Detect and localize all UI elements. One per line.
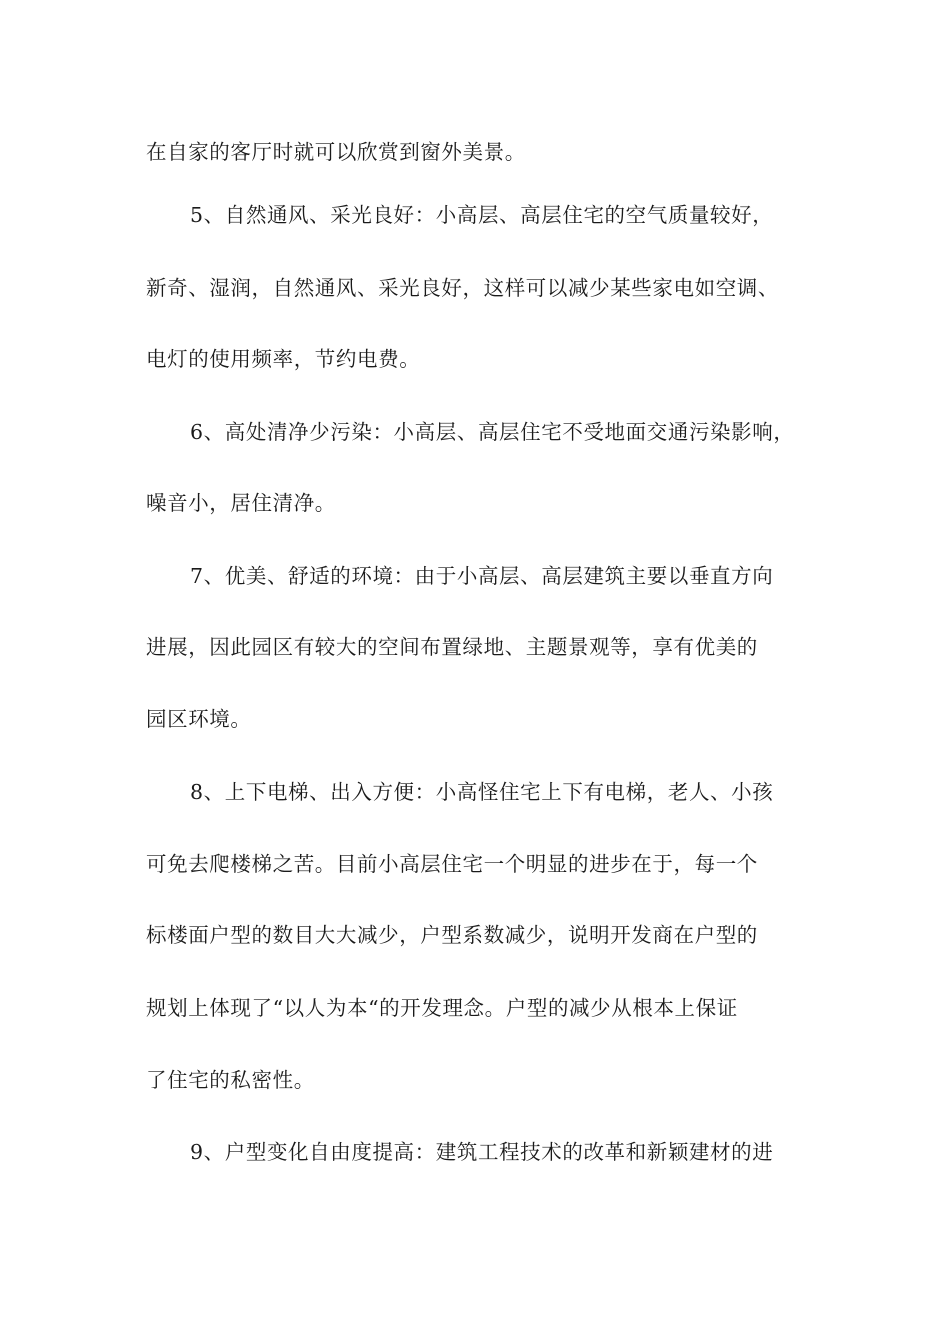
text-line: 了住宅的私密性。 <box>146 1068 315 1092</box>
text-line: 标楼面户型的数目大大减少，户型系数减少，说明开发商在户型的 <box>146 923 758 947</box>
text-line: 规划上体现了“以人为本“的开发理念。户型的减少从根本上保证 <box>146 996 738 1020</box>
text-line: 园区环境。 <box>146 707 252 731</box>
paragraph-7-start: 7、优美、舒适的环境：由于小高层、高层建筑主要以垂直方向 <box>190 564 774 588</box>
text-line: 可免去爬楼梯之苦。目前小高层住宅一个明显的进步在于，每一个 <box>146 852 758 876</box>
paragraph-5-start: 5、自然通风、采光良好：小高层、高层住宅的空气质量较好， <box>190 203 774 227</box>
text-line: 新奇、湿润，自然通风、采光良好，这样可以减少某些家电如空调、 <box>146 276 779 300</box>
text-line: 在自家的客厅时就可以欣赏到窗外美景。 <box>146 140 526 164</box>
text-line: 噪音小，居住清净。 <box>146 491 336 515</box>
text-line: 进展，因此园区有较大的空间布置绿地、主题景观等，享有优美的 <box>146 635 758 659</box>
text-line: 电灯的使用频率，节约电费。 <box>146 347 421 371</box>
paragraph-9-start: 9、户型变化自由度提高：建筑工程技术的改革和新颖建材的进 <box>190 1140 774 1164</box>
paragraph-8-start: 8、上下电梯、出入方便：小高怪住宅上下有电梯，老人、小孩 <box>190 780 774 804</box>
paragraph-6-start: 6、高处清净少污染：小高层、高层住宅不受地面交通污染影响， <box>190 420 795 444</box>
